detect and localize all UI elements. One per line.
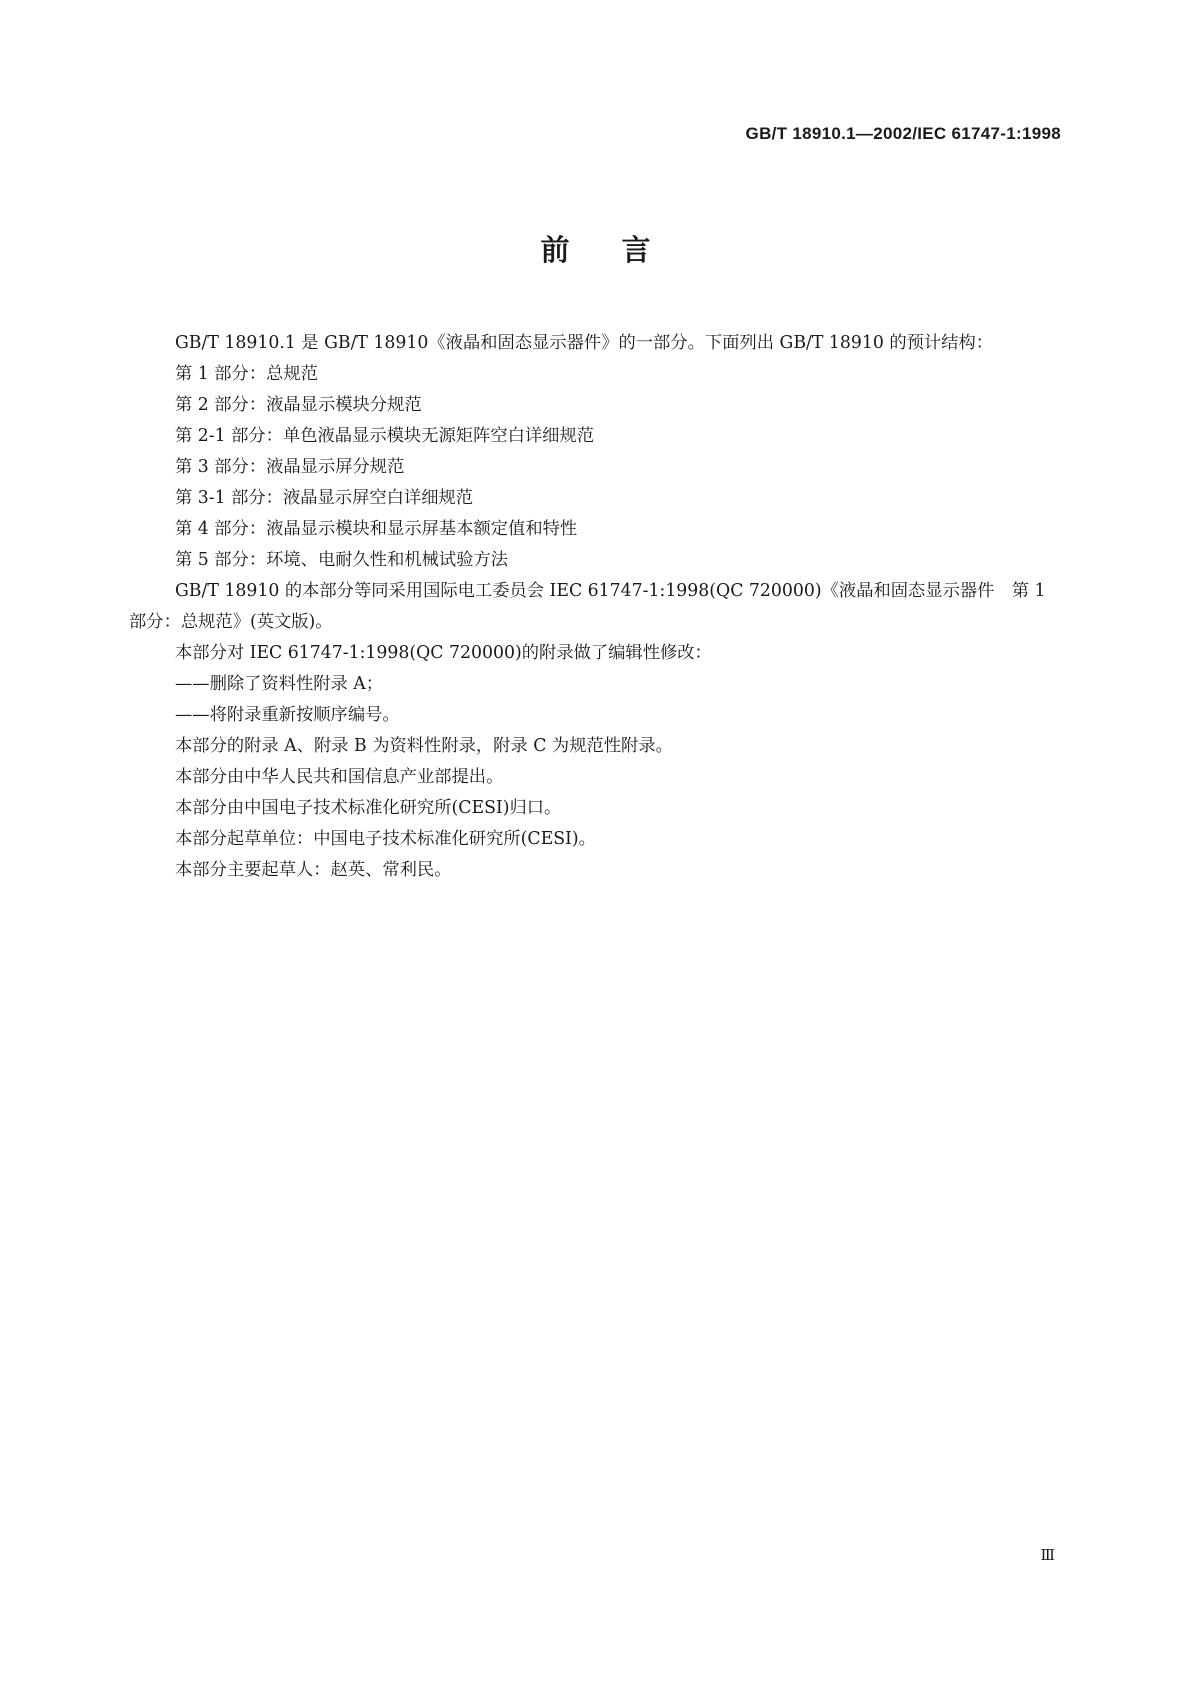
dash-item-delete-annex: ——删除了资料性附录 A； bbox=[175, 674, 384, 694]
paragraph-drafters: 本部分主要起草人：赵英、常利民。 bbox=[175, 860, 452, 880]
list-item-part-2: 第 2 部分：液晶显示模块分规范 bbox=[175, 395, 422, 415]
paragraph-modifications: 本部分对 IEC 61747-1:1998(QC 720000)的附录做了编辑性修改： bbox=[175, 643, 712, 663]
list-item-part-5: 第 5 部分：环境、电耐久性和机械试验方法 bbox=[175, 550, 509, 570]
paragraph-adoption: GB/T 18910 的本部分等同采用国际电工委员会 IEC 61747-1:1998(QC 720000)《液晶和固态显示器件 第 1 部分：总规范》(英文版)。 bbox=[129, 581, 1046, 632]
dash-item-renumber: ——将附录重新按顺序编号。 bbox=[175, 705, 400, 725]
list-item-part-4: 第 4 部分：液晶显示模块和显示屏基本额定值和特性 bbox=[175, 519, 578, 539]
page-number: Ⅲ bbox=[1040, 1546, 1054, 1564]
list-item-part-1: 第 1 部分：总规范 bbox=[175, 364, 318, 384]
foreword-body bbox=[129, 328, 1061, 886]
paragraph-annex-types: 本部分的附录 A、附录 B 为资料性附录，附录 C 为规范性附录。 bbox=[175, 736, 673, 756]
list-item-part-2-1: 第 2-1 部分：单色液晶显示模块无源矩阵空白详细规范 bbox=[175, 426, 595, 446]
paragraph-drafting-unit: 本部分起草单位：中国电子技术标准化研究所(CESI)。 bbox=[175, 829, 596, 849]
paragraph-proposed-by: 本部分由中华人民共和国信息产业部提出。 bbox=[175, 767, 504, 787]
page-title: 前言 bbox=[540, 233, 703, 267]
standard-identifier: GB/T 18910.1—2002/IEC 61747-1:1998 bbox=[745, 124, 1061, 143]
list-item-part-3: 第 3 部分：液晶显示屏分规范 bbox=[175, 457, 405, 477]
paragraph-intro: GB/T 18910.1 是 GB/T 18910《液晶和固态显示器件》的一部分。下面列出 GB/T 18910 的预计结构： bbox=[175, 333, 994, 353]
paragraph-centralized-by: 本部分由中国电子技术标准化研究所(CESI)归口。 bbox=[175, 798, 562, 818]
list-item-part-3-1: 第 3-1 部分：液晶显示屏空白详细规范 bbox=[175, 488, 474, 508]
